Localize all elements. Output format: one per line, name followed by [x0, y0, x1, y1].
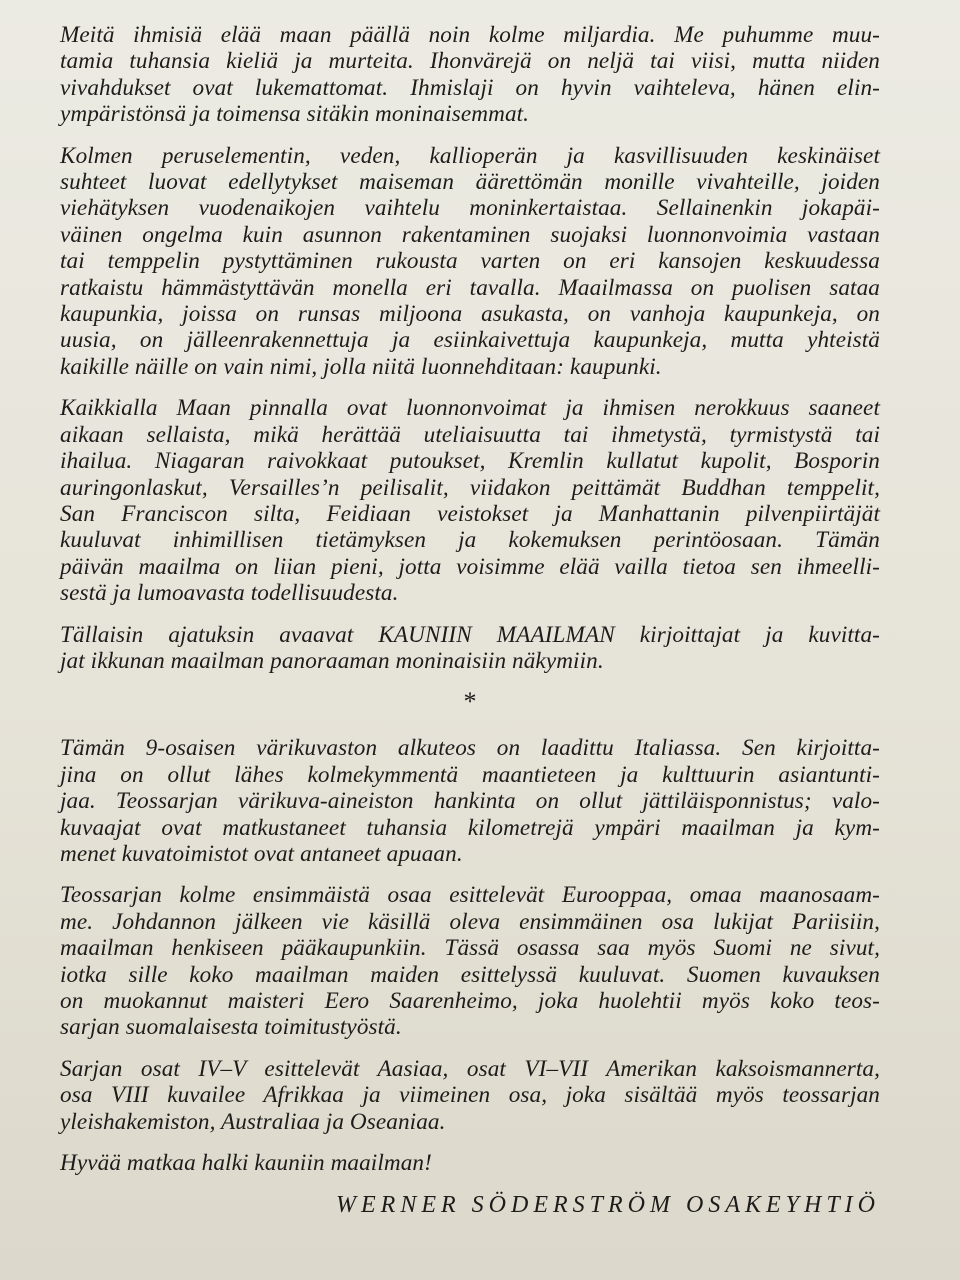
- text-line: kaupunkia, joissa on runsas miljoona asukasta, on vanhoja kaupunkeja, on: [60, 301, 880, 328]
- paragraph-2: [60, 143, 880, 381]
- publisher-signature: WERNER SÖDERSTRÖM OSAKEYHTIÖ: [336, 1192, 880, 1219]
- text-line: menet kuvatoimistot ovat antaneet apuaan.: [60, 840, 463, 867]
- closing-line: [60, 1150, 880, 1176]
- paragraph-7: [60, 1056, 880, 1135]
- text-line: päivän maailma on liian pieni, jotta voisimme elää vailla tietoa sen ihmeelli-: [60, 553, 880, 580]
- text-line: suhteet luovat edellytykset maiseman äärettömän monille vivahteille, joiden: [60, 169, 880, 196]
- text-line: auringonlaskut, Versailles’n peilisalit, viidakon peittämät Buddhan temppelit,: [60, 474, 880, 501]
- text-line: viehätyksen vuodenaikojen vaihtelu moninkertaistaa. Sellainenkin jokapäi-: [60, 195, 880, 222]
- text-line: tamia tuhansia kieliä ja murteita. Ihonvärejä on neljä tai viisi, mutta niiden: [60, 48, 880, 75]
- text-line: uusia, on jälleenrakennettuja ja esiinkaivettuja kaupunkeja, mutta yhteistä: [60, 327, 880, 354]
- section-separator: *: [463, 687, 477, 717]
- text-line: me. Johdannon jälkeen vie käsillä oleva ensimmäinen osa lukijat Pariisiin,: [60, 908, 880, 935]
- text-line: ihailua. Niagaran raivokkaat putoukset, Kremlin kullatut kupolit, Bosporin: [60, 448, 880, 475]
- text-line: Tämän 9-osaisen värikuvaston alkuteos on laadittu Italiassa. Sen kirjoitta-: [60, 735, 880, 762]
- text-line: kuvaajat ovat matkustaneet tuhansia kilometrejä ympäri maailman ja kym-: [60, 814, 880, 841]
- text-line: maailman henkiseen pääkaupunkiin. Tässä osassa saa myös Suomi ne sivut,: [60, 935, 880, 962]
- text-line: tai temppelin pystyttäminen rukousta varten on eri kansojen keskuudessa: [60, 248, 880, 275]
- paragraph-6: [60, 882, 880, 1040]
- text-line: osa VIII kuvailee Afrikkaa ja viimeinen osa, joka sisältää myös teossarjan: [60, 1082, 880, 1109]
- text-line: yleishakemiston, Australiaa ja Oseaniaa.: [60, 1108, 446, 1135]
- text-line: San Franciscon silta, Feidiaan veistokset ja Manhattanin pilvenpiirtäjät: [60, 500, 880, 527]
- text-line: Sarjan osat IV–V esittelevät Aasiaa, osat VI–VII Amerikan kaksoismannerta,: [60, 1055, 880, 1082]
- paragraph-1: [60, 22, 880, 128]
- text-line: Teossarjan kolme ensimmäistä osaa esittelevät Eurooppaa, omaa maanosaam-: [60, 882, 880, 909]
- text-line: ratkaistu hämmästyttävän monella eri tavalla. Maailmassa on puolisen sataa: [60, 274, 880, 301]
- text-line: Kaikkialla Maan pinnalla ovat luonnonvoimat ja ihmisen nerokkuus saaneet: [60, 395, 880, 422]
- text-line: vivahdukset ovat lukemattomat. Ihmislaji on hyvin vaihteleva, hänen elin-: [60, 74, 880, 101]
- text-line: iotka sille koko maailman maiden esittelyssä kuuluvat. Suomen kuvauksen: [60, 961, 880, 988]
- text-line: Meitä ihmisiä elää maan päällä noin kolme miljardia. Me puhumme muu-: [60, 22, 880, 48]
- text-line: on muokannut maisteri Eero Saarenheimo, joka huolehtii myös koko teos-: [60, 988, 880, 1014]
- text-line: jina on ollut lähes kolmekymmentä maantieteen ja kulttuurin asiantunti-: [60, 761, 880, 788]
- text-line: sestä ja lumoavasta todellisuudesta.: [60, 580, 399, 607]
- text-line: väinen ongelma kuin asunnon rakentaminen suojaksi luonnonvoimia vastaan: [60, 221, 880, 248]
- text-line: jaa. Teossarjan värikuva-aineiston hankinta on ollut jättiläisponnistus; valo-: [60, 788, 880, 815]
- text-line: Kolmen peruselementin, veden, kallioperän ja kasvillisuuden keskinäiset: [60, 142, 880, 169]
- text-line: sarjan suomalaisesta toimitustyöstä.: [60, 1014, 402, 1041]
- paragraph-5: [60, 735, 880, 867]
- text-line: ympäristönsä ja toimensa sitäkin moninaisemmat.: [60, 101, 530, 128]
- text-line: Tällaisin ajatuksin avaavat KAUNIIN MAAILMAN kirjoittajat ja kuvitta-: [60, 621, 880, 648]
- paragraph-3: [60, 395, 880, 606]
- paragraph-4: [60, 622, 880, 675]
- text-line: kuuluvat inhimillisen tietämyksen ja kokemuksen perintöosaan. Tämän: [60, 527, 880, 554]
- text-line: Hyvää matkaa halki kauniin maailman!: [60, 1150, 432, 1177]
- text-line: aikaan sellaista, mikä herättää uteliaisuutta tai ihmetystä, tyrmistystä tai: [60, 421, 880, 448]
- text-line: kaikille näille on vain nimi, jolla niitä luonnehditaan: kaupunki.: [60, 353, 662, 380]
- text-line: jat ikkunan maailman panoraaman moninaisiin näkymiin.: [60, 647, 604, 674]
